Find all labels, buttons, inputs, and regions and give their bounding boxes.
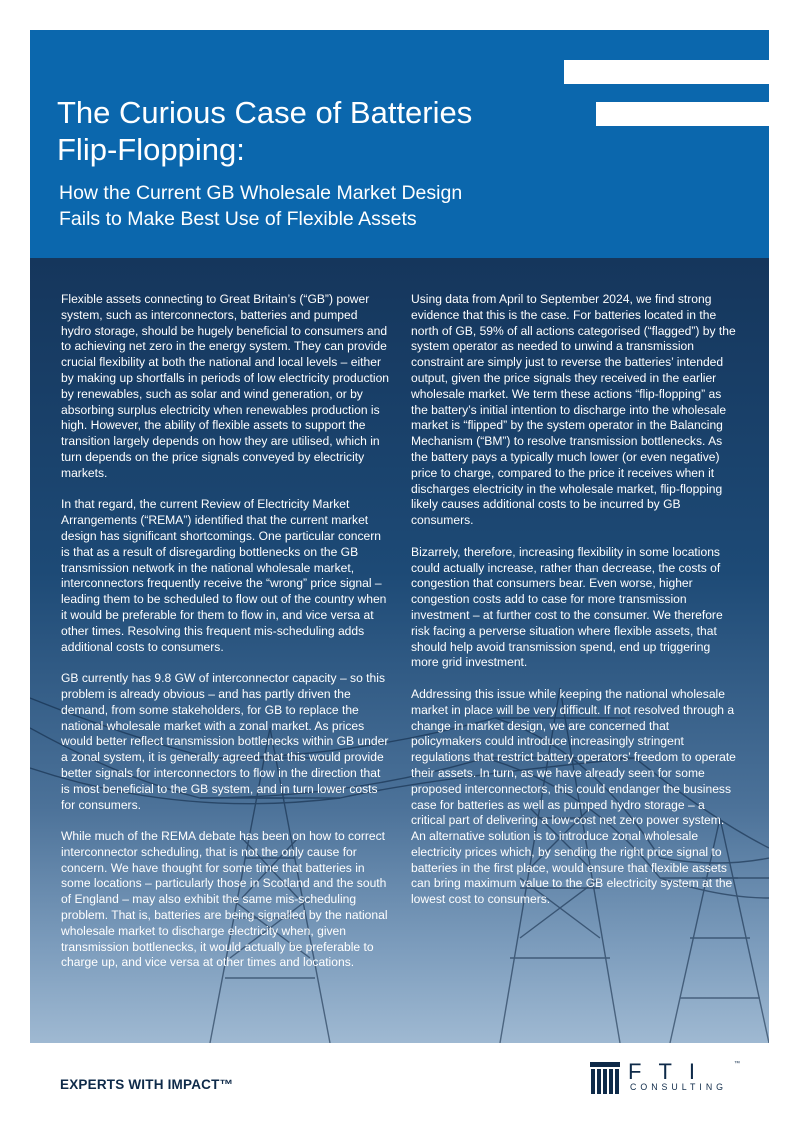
paragraph: Addressing this issue while keeping the national wholesale market in place will be very difficult. If not resolved through a change in market design, we are concerned that policymakers could introduce increasingly stringent regulations that restrict battery operators’ freedom to operate their assets. In turn, as we have already seen for some proposed interconnectors, this could endanger the business case for batteries as well as pumped hydro storage – a critical part of delivering a low-cost net zero power system. An alternative solution is to introduce zonal wholesale electricity prices which, by sending the right price signal to batteries in the first place, would ensure that flexible assets can bring maximum value to the GB electricity system at the lowest cost to consumers. bbox=[411, 686, 736, 907]
paragraph: In that regard, the current Review of Electricity Market Arrangements (“REMA”) identified that the current market design has significant shortcomings. One particular concern is that as a result of disregarding bottlenecks on the GB transmission network in the national wholesale market, interconnectors frequently receive the “wrong” price signal – leading them to be scheduled to flow out of the country when it would be preferable for them to flow in, and vice versa at other times. Resolving this frequent mis-scheduling adds additional costs to consumers. bbox=[61, 497, 387, 654]
fti-logo-mark-icon bbox=[590, 1062, 620, 1094]
paragraph: Flexible assets connecting to Great Britain’s (“GB”) power system, such as interconnectors, batteries and pumped hydro storage, should be hugely beneficial to consumers and to achieving net zero in the energy system. They can provide crucial flexibility at both the national and local levels – either by making up shortfalls in periods of low electricity production by renewables, such as solar and wind generation, or by absorbing surplus electricity when renewables production is high. However, the ability of flexible assets to support the transition largely depends on how they are utilised, which in turn depends on the price signals conveyed by electricity markets. bbox=[61, 292, 390, 480]
logo-trademark: ™ bbox=[734, 1061, 740, 1067]
left-column bbox=[61, 292, 391, 987]
title-line: Flip-Flopping: bbox=[57, 132, 245, 167]
paragraph: Using data from April to September 2024, we find strong evidence that this is the case. For batteries located in the north of GB, 59% of all actions categorised (“flagged”) by the system operator as needed to unwind a transmission constraint are simply just to reverse the batteries’ intended output, given the price signals they received in the earlier wholesale market. We term these actions “flip-flopping” as the battery’s initial intention to discharge into the wholesale market is “flipped” by the system operator in the Balancing Mechanism (“BM”) to resolve transmission bottlenecks. As the battery pays a typically much lower (or even negative) price to charge, compared to the price it receives when it discharges electricity in the wholesale market, flip-flopping likely causes additional costs to be incurred by GB consumers. bbox=[411, 292, 736, 528]
accent-bar bbox=[564, 60, 770, 84]
subtitle-line: How the Current GB Wholesale Market Design bbox=[59, 182, 463, 204]
title-line: The Curious Case of Batteries bbox=[57, 95, 473, 130]
right-column bbox=[411, 292, 741, 924]
paragraph: Bizarrely, therefore, increasing flexibility in some locations could actually increase, rather than decrease, the costs of congestion that consumers bear. Even worse, higher congestion costs add to case for more transmission investment – at further cost to the consumer. We therefore risk facing a perverse situation where flexible assets, that should help avoid transmission spend, end up triggering more grid investment. bbox=[411, 544, 723, 670]
fti-consulting-logo bbox=[590, 1059, 740, 1096]
body-panel bbox=[30, 258, 769, 1043]
subtitle-line: Fails to Make Best Use of Flexible Assets bbox=[59, 208, 417, 230]
paragraph: GB currently has 9.8 GW of interconnector capacity – so this problem is already obvious – and has partly driven the demand, from some stakeholders, for GB to replace the national wholesale market with a zonal market. As prices would better reflect transmission bottlenecks within GB under a zonal system, it is generally agreed that this would provide better signals for interconnectors to flow in the direction that is most beneficial to the GB system, and in turn lower costs for consumers. bbox=[61, 671, 389, 812]
page-title bbox=[57, 94, 557, 168]
page-subtitle bbox=[59, 180, 579, 232]
logo-letters: FTI bbox=[628, 1059, 712, 1084]
footer-tagline: EXPERTS WITH IMPACT™ bbox=[60, 1077, 234, 1092]
accent-bar bbox=[596, 102, 770, 126]
logo-subtext: CONSULTING bbox=[630, 1082, 728, 1092]
paragraph: While much of the REMA debate has been on how to correct interconnector scheduling, that is not the only cause for concern. We have thought for some time that batteries in some locations – particularly those in Scotland and the south of England – may also exhibit the same mis-scheduling problem. That is, batteries are being signalled by the national wholesale market to discharge electricity when, given transmission bottlenecks, it would actually be preferable to charge up, and vice versa at other times and locations. bbox=[61, 829, 388, 970]
